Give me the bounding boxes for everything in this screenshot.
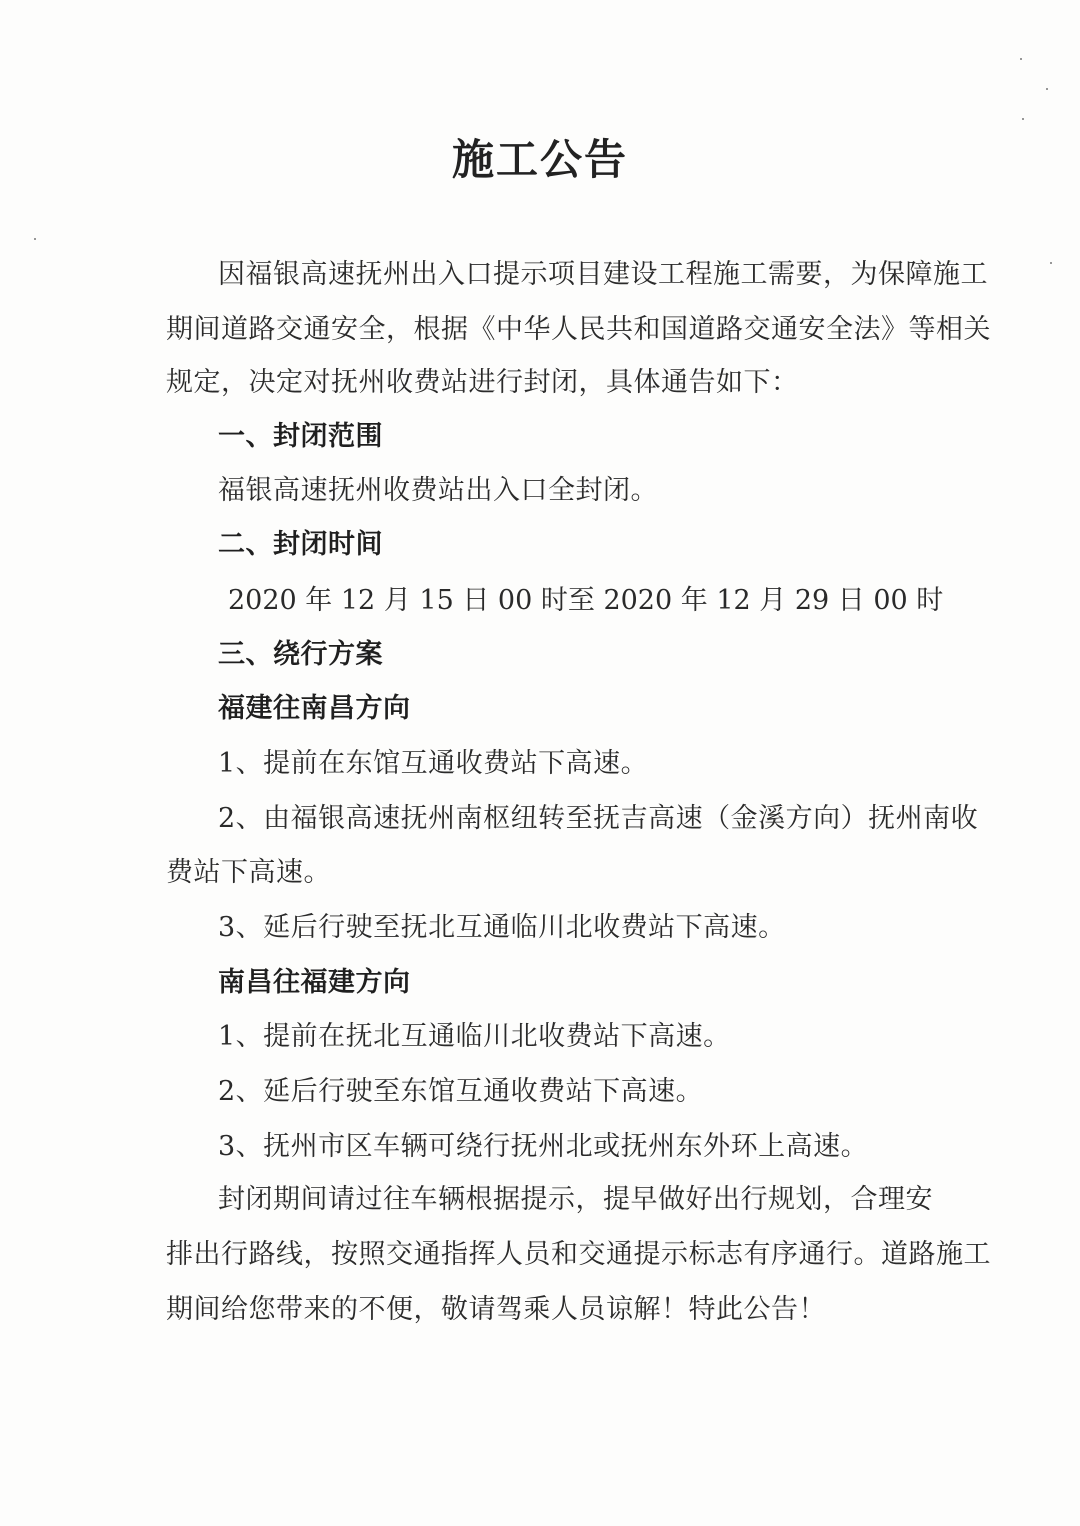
intro-line-2: 期间道路交通安全，根据《中华人民共和国道路交通安全法》等相关 bbox=[166, 314, 991, 345]
detour-item: 3、延后行驶至抚北互通临川北收费站下高速。 bbox=[218, 912, 786, 943]
closing-line-2: 排出行路线，按照交通指挥人员和交通提示标志有序通行。道路施工 bbox=[166, 1239, 991, 1270]
section-heading-closure-time: 二、封闭时间 bbox=[218, 529, 383, 560]
intro-line-3: 规定，决定对抚州收费站进行封闭，具体通告如下： bbox=[166, 367, 799, 398]
scan-speck bbox=[34, 238, 36, 240]
detour-item: 1、提前在抚北互通临川北收费站下高速。 bbox=[218, 1021, 731, 1052]
detour-item: 2、延后行驶至东馆互通收费站下高速。 bbox=[218, 1076, 704, 1107]
scan-speck bbox=[1022, 118, 1024, 120]
closure-scope-text: 福银高速抚州收费站出入口全封闭。 bbox=[218, 475, 658, 506]
closure-time-text: 2020 年 12 月 15 日 00 时至 2020 年 12 月 29 日 00 时 bbox=[228, 585, 944, 616]
detour-item: 1、提前在东馆互通收费站下高速。 bbox=[218, 748, 649, 779]
direction-heading-fujian-to-nanchang: 福建往南昌方向 bbox=[218, 693, 411, 724]
scan-speck bbox=[1050, 262, 1052, 264]
intro-line-1: 因福银高速抚州出入口提示项目建设工程施工需要，为保障施工 bbox=[218, 259, 988, 290]
scan-speck bbox=[1020, 58, 1022, 60]
detour-item: 2、由福银高速抚州南枢纽转至抚吉高速（金溪方向）抚州南收 bbox=[218, 803, 979, 834]
detour-item-continued: 费站下高速。 bbox=[166, 857, 331, 888]
closing-line-3: 期间给您带来的不便，敬请驾乘人员谅解！特此公告！ bbox=[166, 1294, 826, 1325]
detour-item: 3、抚州市区车辆可绕行抚州北或抚州东外环上高速。 bbox=[218, 1131, 869, 1162]
section-heading-closure-scope: 一、封闭范围 bbox=[218, 421, 383, 452]
closing-line-1: 封闭期间请过往车辆根据提示，提早做好出行规划，合理安 bbox=[218, 1184, 933, 1215]
direction-heading-nanchang-to-fujian: 南昌往福建方向 bbox=[218, 967, 411, 998]
scan-speck bbox=[1046, 88, 1048, 90]
section-heading-detour-plan: 三、绕行方案 bbox=[218, 639, 383, 670]
page-title: 施工公告 bbox=[451, 135, 628, 184]
